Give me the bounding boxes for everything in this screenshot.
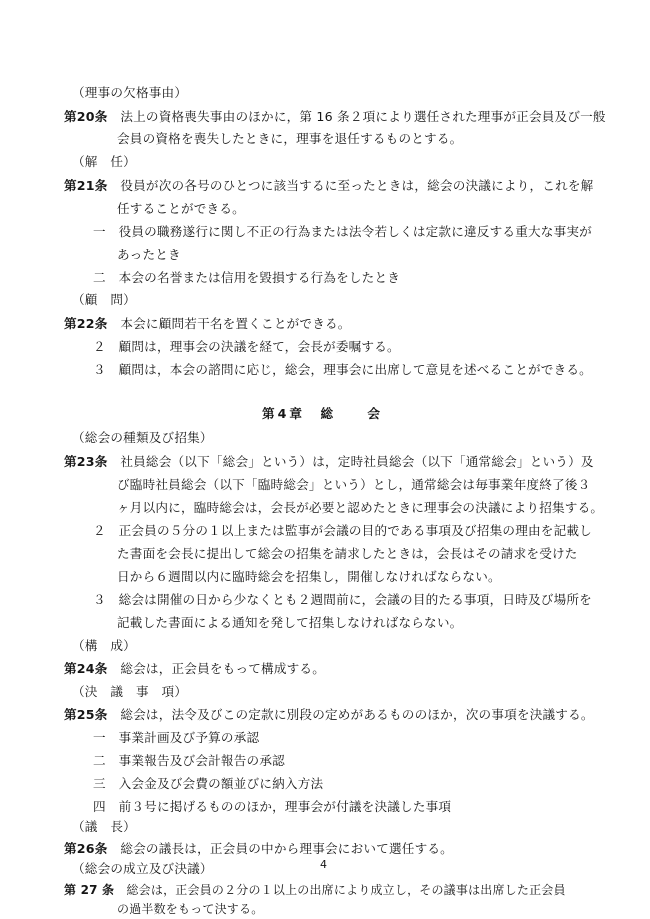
section-caption: （理事の欠格事由） [72, 85, 188, 100]
article-label: 第24条 [64, 661, 108, 676]
article-line [64, 111, 606, 124]
article-line [64, 180, 593, 193]
text-line: 会員の資格を喪失したときに，理事を退任するものとする。 [117, 131, 463, 146]
list-item: 一 事業計画及び予算の承認 [93, 730, 260, 745]
article-label: 第25条 [64, 707, 108, 722]
list-item: 一 役員の職務遂行に関し不正の行為または法令若しくは定款に違反する重大な事実が [93, 224, 592, 239]
paragraph-line: ２ 顧問は，理事会の決議を経て，会長が委嘱する。 [93, 339, 400, 354]
article-label: 第23条 [64, 454, 108, 469]
page-number: 4 [320, 858, 327, 871]
section-caption: （解 任） [72, 154, 136, 169]
list-item: 三 入会金及び会費の額並びに納入方法 [93, 776, 324, 791]
section-caption: （構 成） [72, 638, 136, 653]
article-label: 第 27 条 [64, 883, 115, 897]
section-caption: （議 長） [72, 819, 136, 834]
section-caption: （総会の種類及び招集） [72, 430, 213, 445]
article-line [64, 709, 594, 722]
text-line: た書面を会長に提出して総会の招集を請求したときは，会長はその請求を受けた [117, 546, 578, 561]
list-item: 二 事業報告及び会計報告の承認 [93, 753, 285, 768]
article-text: 総会は，正会員をもって構成する。 [120, 661, 326, 676]
article-line [64, 318, 351, 331]
article-text: 総会は，正会員の２分の１以上の出席により成立し，その議事は出席した正会員 [126, 883, 566, 897]
article-text: 法上の資格喪失事由のほかに，第 16 条２項により選任された理事が正会員及び一般 [120, 109, 606, 124]
list-item: 二 本会の名誉または信用を毀損する行為をしたとき [93, 270, 401, 285]
list-item: 四 前３号に掲げるもののほか，理事会が付議を決議した事項 [93, 799, 452, 814]
text-line: び臨時社員総会（以下「臨時総会」という）とし，通常総会は毎事業年度終了後３ [117, 477, 591, 492]
paragraph-line: ３ 顧問は，本会の諮問に応じ，総会，理事会に出席して意見を述べることができる。 [93, 362, 592, 377]
article-text: 総会の議長は，正会員の中から理事会において選任する。 [120, 841, 453, 856]
article-label: 第26条 [64, 841, 108, 856]
article-label: 第21条 [64, 178, 108, 193]
article-line [64, 663, 325, 676]
article-line [64, 843, 453, 856]
text-line: の過半数をもって決する。 [117, 902, 264, 916]
article-line [64, 884, 566, 896]
text-line: あったとき [117, 247, 181, 262]
section-caption: （顧 問） [72, 292, 136, 307]
section-caption: （決 議 事 項） [72, 684, 188, 699]
article-text: 総会は，法令及びこの定款に別段の定めがあるもののほか，次の事項を決議する。 [120, 707, 594, 722]
article-text: 本会に顧問若干名を置くことができる。 [120, 316, 351, 331]
paragraph-line: ３ 総会は開催の日から少なくとも２週間前に，会議の目的たる事項，日時及び場所を [93, 592, 592, 607]
chapter-heading: 第4章 総 会 [262, 406, 383, 421]
article-text: 社員総会（以下「総会」という）は，定時社員総会（以下「通常総会」という）及 [120, 454, 594, 469]
article-line [64, 456, 594, 469]
section-caption: （総会の成立及び決議） [72, 861, 213, 876]
text-line: 記載した書面による通知を発して招集しなければならない。 [117, 615, 463, 630]
text-line: ヶ月以内に，臨時総会は，会長が必要と認めたときに理事会の決議により招集する。 [117, 500, 604, 515]
article-label: 第20条 [64, 109, 108, 124]
article-label: 第22条 [64, 316, 108, 331]
paragraph-line: ２ 正会員の５分の１以上または監事が会議の目的である事項及び招集の理由を記載し [93, 523, 592, 538]
text-line: 任することができる。 [117, 201, 245, 216]
text-line: 日から６週間以内に臨時総会を招集し，開催しなければならない。 [117, 569, 501, 584]
article-text: 役員が次の各号のひとつに該当するに至ったときは，総会の決議により，これを解 [120, 178, 594, 193]
